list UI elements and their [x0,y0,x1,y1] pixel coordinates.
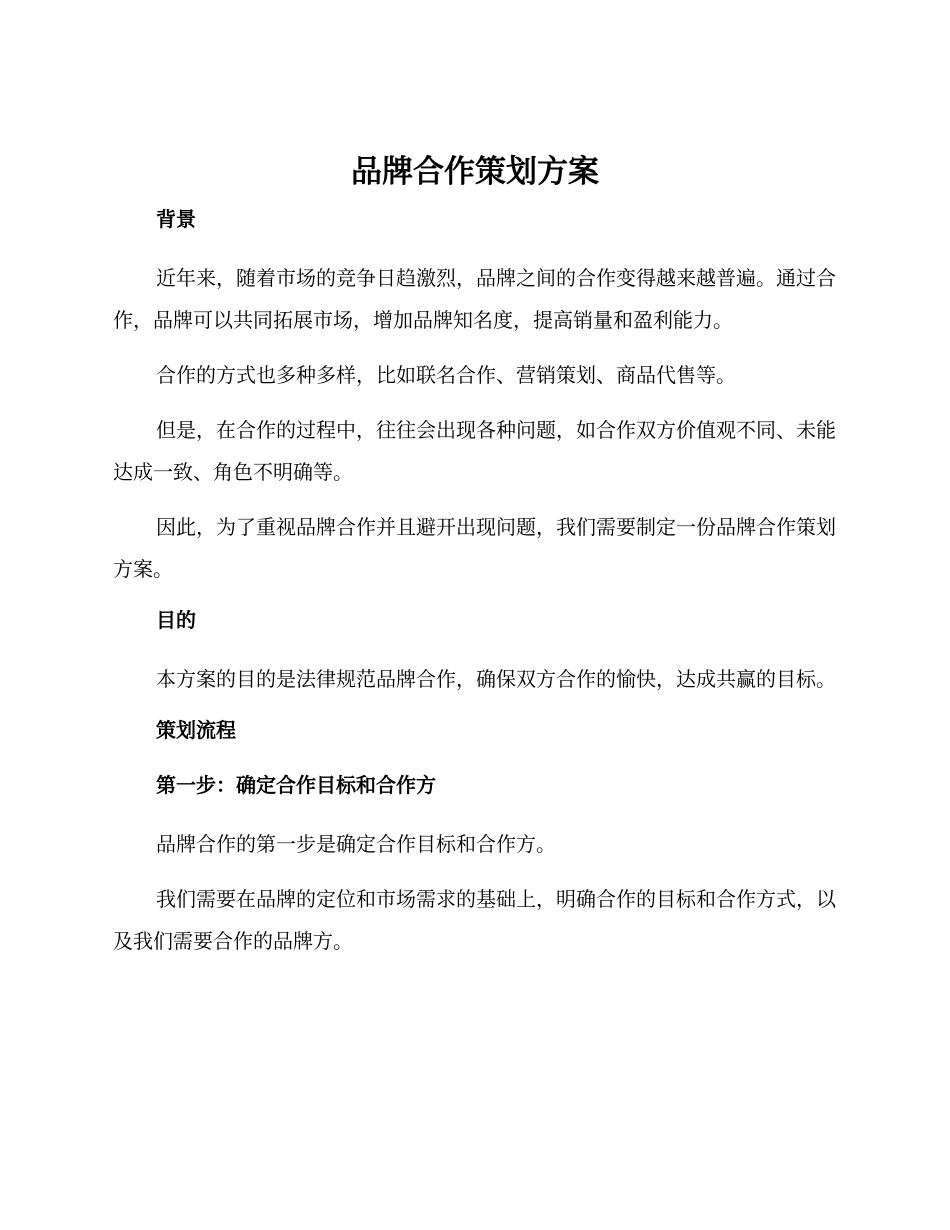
section-heading-background: 背景 [156,207,196,231]
background-paragraph-4: 因此，为了重视品牌合作并且避开出现问题，我们需要制定一份品牌合作策划方案。 [113,515,836,581]
subsection-heading-step1: 第一步：确定合作目标和合作方 [156,773,436,797]
purpose-paragraph-1: 本方案的目的是法律规范品牌合作，确保双方合作的愉快，达成共赢的目标。 [156,667,836,691]
section-heading-process: 策划流程 [156,718,236,742]
step1-paragraph-2: 我们需要在品牌的定位和市场需求的基础上，明确合作的目标和合作方式，以及我们需要合作的品牌方。 [113,887,836,953]
document-content [113,202,837,975]
background-paragraph-3: 但是，在合作的过程中，往往会出现各种问题，如合作双方价值观不同、未能达成一致、角色不明确等。 [113,418,836,484]
document-title: 品牌合作策划方案 [351,154,599,190]
section-heading-purpose: 目的 [156,608,196,632]
background-paragraph-2: 合作的方式也多种多样，比如联名合作、营销策划、商品代售等。 [156,363,736,387]
step1-paragraph-1: 品牌合作的第一步是确定合作目标和合作方。 [156,832,556,856]
background-paragraph-1: 近年来，随着市场的竞争日趋激烈，品牌之间的合作变得越来越普遍。通过合作，品牌可以共同拓展市场，增加品牌知名度，提高销量和盈利能力。 [113,266,836,332]
